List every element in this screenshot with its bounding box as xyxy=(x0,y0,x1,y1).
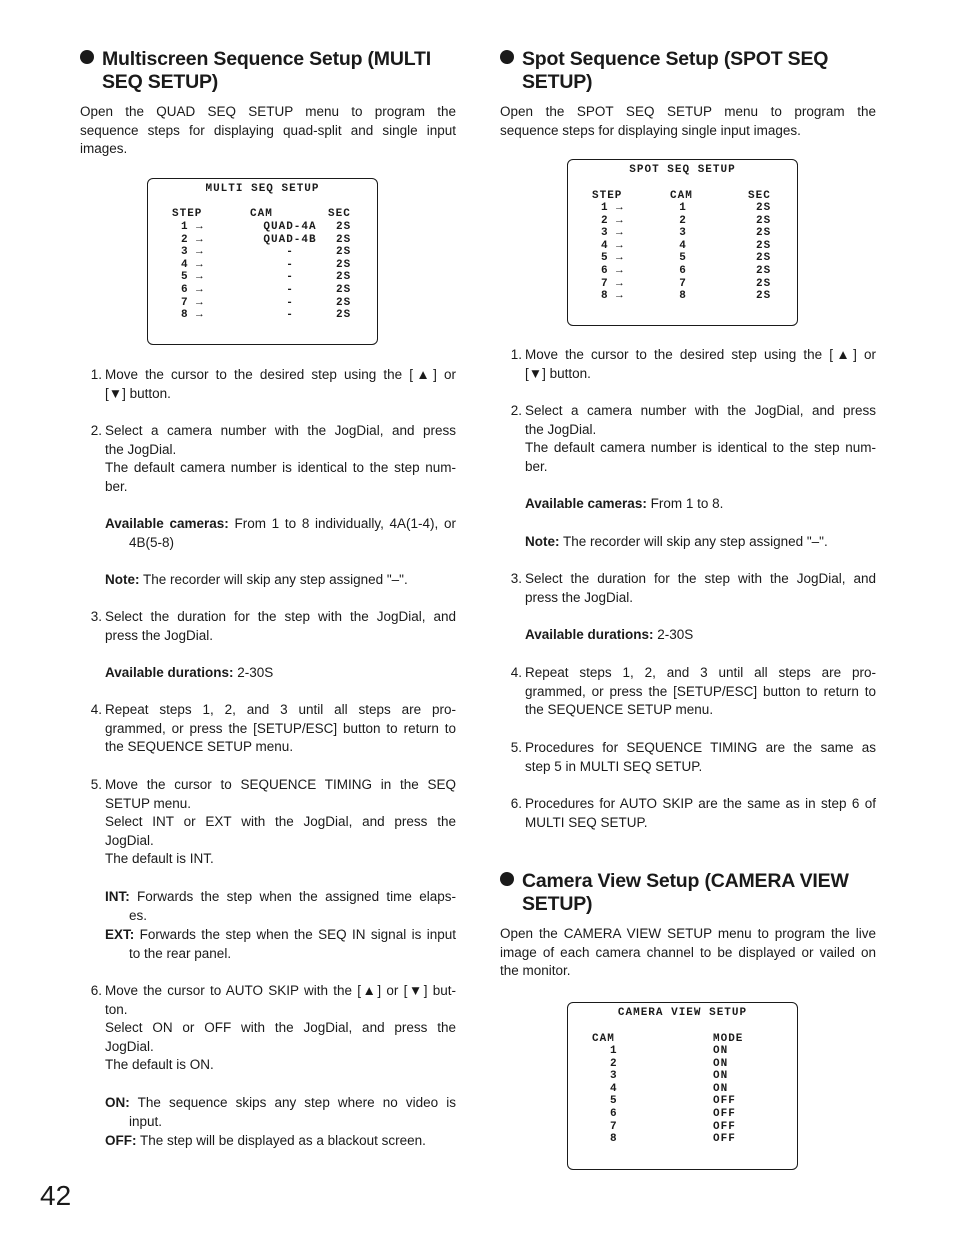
multi-seq-intro: Open the QUAD SEQ SETUP menu to program the sequence steps for displaying quad-split and single input images. xyxy=(80,104,456,157)
row-cam: 4 xyxy=(679,239,687,252)
row-cam: 6 xyxy=(610,1108,618,1120)
multi-seq-heading: Multiscreen Sequence Setup (MULTI SEQ SETUP) xyxy=(80,48,460,94)
row-cam: 7 xyxy=(679,277,687,290)
row-sec: 2S xyxy=(756,277,772,290)
row-step: 3 xyxy=(601,227,609,240)
multi-off-desc: OFF: The step will be displayed as a blackout screen. xyxy=(105,1133,426,1148)
row-mode: OFF xyxy=(713,1120,736,1133)
spot-step-6: 6. Procedures for AUTO SKIP are the same as in step 6 of MULTI SEQ SETUP. xyxy=(510,796,876,830)
col-header-sec: SEC xyxy=(748,190,771,202)
row-sec: 2S xyxy=(756,290,772,303)
row-step: 3 xyxy=(181,246,189,259)
row-sec: 2S xyxy=(336,221,352,233)
row-sec: 2S xyxy=(336,271,352,284)
row-cam: - xyxy=(286,309,294,322)
screen-title: CAMERA VIEW SETUP xyxy=(617,1007,748,1019)
spot-step-3: 3. Select the duration for the step with the JogDial, and press the JogDial. xyxy=(510,571,876,605)
row-cam: 4 xyxy=(610,1082,618,1095)
row-step: 5 xyxy=(601,252,609,265)
col-header-sec: SEC xyxy=(328,208,351,220)
row-sec: 2S xyxy=(756,252,772,265)
row-sec: 2S xyxy=(336,309,352,322)
row-step: 6 xyxy=(601,265,609,277)
screen-title: SPOT SEQ SETUP xyxy=(629,164,736,176)
row-cam: - xyxy=(286,284,294,296)
row-step: 2 xyxy=(181,233,189,246)
spot-seq-intro: Open the SPOT SEQ SETUP menu to program the sequence steps for displaying single input images. xyxy=(500,104,876,138)
multi-int-desc: INT: Forwards the step when the assigned time elaps- es. xyxy=(105,889,456,923)
col-header-step: STEP xyxy=(172,208,203,220)
multi-available-durations: Available durations: 2-30S xyxy=(105,665,274,680)
row-step: 8 xyxy=(601,290,609,303)
multi-step-2: 2. Select a camera number with the JogDial, and press the JogDial. The default camera number is identical to the step num- ber. xyxy=(90,423,456,494)
spot-step-1: 1. Move the cursor to the desired step using the [▲] or [▼] button. xyxy=(510,347,876,381)
spot-step-2: 2. Select a camera number with the JogDial, and press the JogDial. The default camera number is identical to the step num- ber. xyxy=(510,403,876,474)
multi-seq-screen xyxy=(147,178,378,345)
arrow-icon: → xyxy=(196,233,204,246)
row-step: 8 xyxy=(181,309,189,322)
row-cam: 1 xyxy=(610,1045,618,1057)
arrow-icon: → xyxy=(196,309,204,322)
row-step: 5 xyxy=(181,271,189,284)
col-header-cam: CAM xyxy=(592,1033,615,1045)
arrow-icon: → xyxy=(616,202,624,214)
arrow-icon: → xyxy=(616,277,624,290)
row-sec: 2S xyxy=(336,246,352,259)
row-step: 1 xyxy=(601,202,609,214)
spot-step-5: 5. Procedures for SEQUENCE TIMING are the same as step 5 in MULTI SEQ SETUP. xyxy=(510,740,876,774)
col-header-mode: MODE xyxy=(713,1033,744,1045)
row-cam: 2 xyxy=(679,214,687,227)
multi-note: Note: The recorder will skip any step assigned "–". xyxy=(105,572,408,587)
row-step: 4 xyxy=(181,258,189,271)
spot-step-4: 4. Repeat steps 1, 2, and 3 until all steps are pro- grammed, or press the [SETUP/ESC] button to return to the SEQUENCE SETUP menu. xyxy=(510,665,876,718)
row-cam: - xyxy=(286,271,294,284)
bullet-icon xyxy=(500,50,514,64)
page-number: 42 xyxy=(40,1180,72,1211)
row-sec: 2S xyxy=(336,296,352,309)
row-cam: - xyxy=(286,296,294,309)
row-sec: 2S xyxy=(756,227,772,240)
multi-step-1: 1. Move the cursor to the desired step using the [▲] or [▼] button. xyxy=(90,367,456,401)
row-step: 4 xyxy=(601,239,609,252)
row-mode: ON xyxy=(713,1057,729,1070)
row-step: 1 xyxy=(181,221,189,233)
arrow-icon: → xyxy=(616,227,624,240)
spot-seq-screen xyxy=(567,159,798,326)
row-sec: 2S xyxy=(336,258,352,271)
row-cam: QUAD-4B xyxy=(263,233,317,246)
row-sec: 2S xyxy=(336,284,352,296)
arrow-icon: → xyxy=(196,246,204,259)
row-mode: OFF xyxy=(713,1108,736,1120)
multi-step-5: 5. Move the cursor to SEQUENCE TIMING in the SEQ SETUP menu. Select INT or EXT with the JogDial, and press the JogDial. The default is INT. xyxy=(90,777,456,867)
row-mode: OFF xyxy=(713,1095,736,1108)
col-header-cam: CAM xyxy=(670,190,693,202)
row-step: 2 xyxy=(601,214,609,227)
arrow-icon: → xyxy=(196,258,204,271)
row-cam: - xyxy=(286,258,294,271)
spot-available-cameras: Available cameras: From 1 to 8. xyxy=(525,496,724,511)
row-sec: 2S xyxy=(756,202,772,214)
arrow-icon: → xyxy=(196,284,204,296)
screen-title: MULTI SEQ SETUP xyxy=(205,183,320,195)
arrow-icon: → xyxy=(196,271,204,284)
multi-step-6: 6. Move the cursor to AUTO SKIP with the [▲] or [▼] but- ton. Select ON or OFF with the JogDial, and press the JogDial. The default is ON. xyxy=(90,983,456,1073)
row-cam: 6 xyxy=(679,265,687,277)
row-cam: 3 xyxy=(679,227,687,240)
bullet-icon xyxy=(80,50,94,64)
multi-on-desc: ON: The sequence skips any step where no video is input. xyxy=(105,1095,456,1129)
row-cam: 3 xyxy=(610,1070,618,1083)
row-step: 6 xyxy=(181,284,189,296)
row-cam: 1 xyxy=(679,202,687,214)
multi-available-cameras: Available cameras: From 1 to 8 individually, 4A(1-4), or 4B(5-8) xyxy=(105,516,456,550)
row-sec: 2S xyxy=(336,233,352,246)
arrow-icon: → xyxy=(616,239,624,252)
arrow-icon: → xyxy=(196,221,204,233)
row-sec: 2S xyxy=(756,214,772,227)
bullet-icon xyxy=(500,872,514,886)
spot-note: Note: The recorder will skip any step assigned "–". xyxy=(525,534,828,549)
multi-ext-desc: EXT: Forwards the step when the SEQ IN signal is input to the rear panel. xyxy=(105,927,456,961)
arrow-icon: → xyxy=(616,290,624,303)
row-cam: 8 xyxy=(610,1133,618,1146)
col-header-step: STEP xyxy=(592,190,623,202)
camera-view-screen xyxy=(567,1002,798,1170)
row-cam: 7 xyxy=(610,1120,618,1133)
arrow-icon: → xyxy=(616,265,624,277)
spot-seq-heading: Spot Sequence Setup (SPOT SEQ SETUP) xyxy=(500,48,880,94)
camera-view-heading: Camera View Setup (CAMERA VIEW SETUP) xyxy=(500,870,880,916)
row-cam: 5 xyxy=(610,1095,618,1108)
row-cam: - xyxy=(286,246,294,259)
row-cam: 2 xyxy=(610,1057,618,1070)
row-mode: ON xyxy=(713,1045,729,1057)
row-sec: 2S xyxy=(756,239,772,252)
multi-step-3: 3. Select the duration for the step with the JogDial, and press the JogDial. xyxy=(90,609,456,643)
camera-view-intro: Open the CAMERA VIEW SETUP menu to program the live image of each camera channel to be displayed or vailed on the monitor. xyxy=(500,926,876,979)
arrow-icon: → xyxy=(616,252,624,265)
spot-available-durations: Available durations: 2-30S xyxy=(525,627,694,642)
row-mode: ON xyxy=(713,1082,729,1095)
row-mode: OFF xyxy=(713,1133,736,1146)
multi-step-4: 4. Repeat steps 1, 2, and 3 until all steps are pro- grammed, or press the [SETUP/ESC] button to return to the SEQUENCE SETUP menu. xyxy=(90,702,456,755)
row-cam: QUAD-4A xyxy=(263,221,317,233)
row-cam: 8 xyxy=(679,290,687,303)
row-cam: 5 xyxy=(679,252,687,265)
row-step: 7 xyxy=(601,277,609,290)
row-sec: 2S xyxy=(756,265,772,277)
arrow-icon: → xyxy=(196,296,204,309)
col-header-cam: CAM xyxy=(250,208,273,220)
row-mode: ON xyxy=(713,1070,729,1083)
row-step: 7 xyxy=(181,296,189,309)
arrow-icon: → xyxy=(616,214,624,227)
